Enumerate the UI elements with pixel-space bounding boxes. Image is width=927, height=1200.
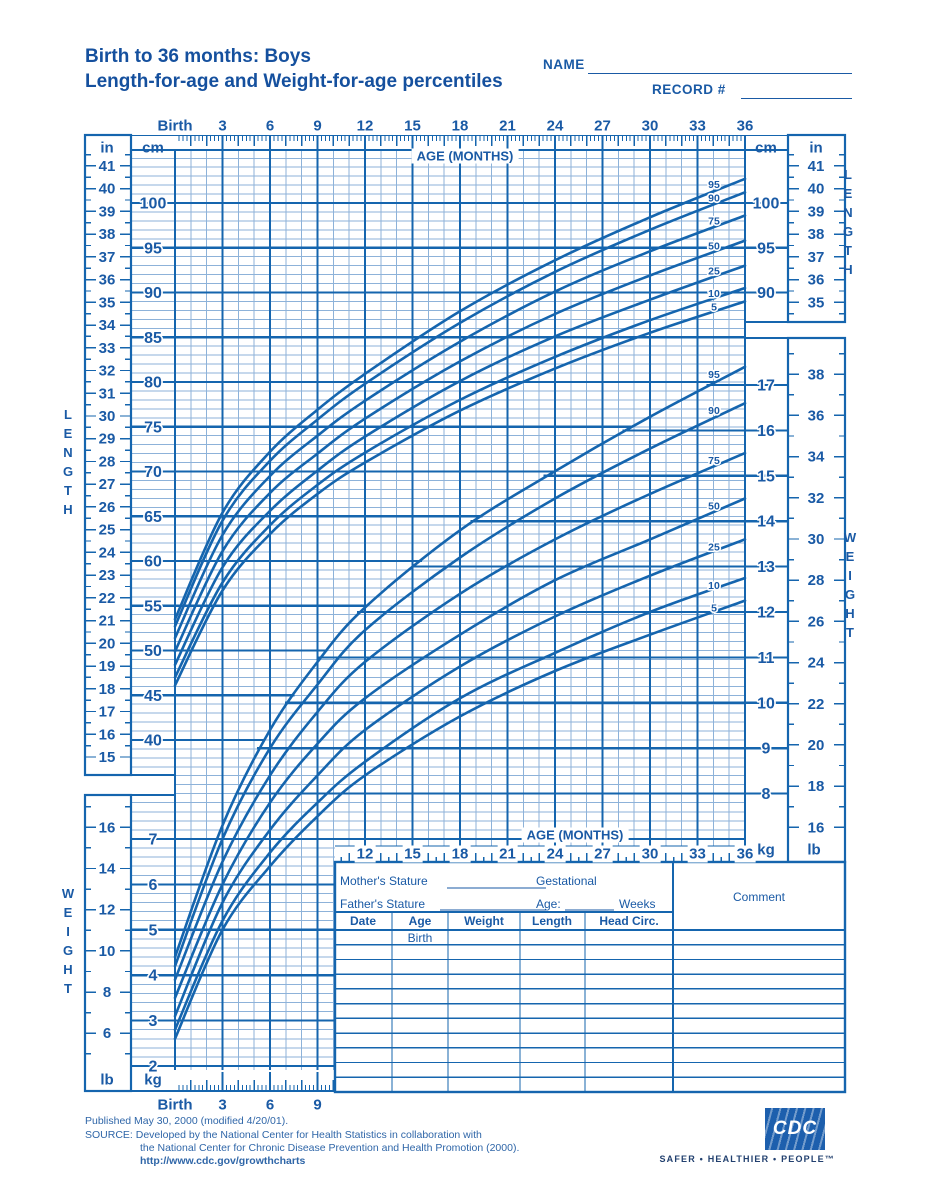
- axis-title-letter: E: [843, 186, 853, 201]
- percentile-label-length-25: 25: [708, 265, 720, 278]
- kg-tick-label: 14: [757, 513, 775, 531]
- in-tick-label: 22: [98, 589, 116, 607]
- axis-title-letter: H: [63, 962, 73, 977]
- in-tick-label: 33: [98, 339, 116, 357]
- cm-tick-label: 95: [757, 240, 775, 258]
- in-tick-label: 38: [98, 226, 116, 244]
- axis-title-letter: E: [63, 905, 73, 920]
- father-stature-label: Father's Stature: [340, 897, 425, 911]
- table-header-age: Age: [408, 914, 432, 928]
- comment-column-label: Comment: [732, 890, 786, 904]
- in-tick-label: 39: [807, 203, 825, 221]
- percentile-label-weight-5: 5: [711, 602, 717, 615]
- in-tick-label: 40: [98, 180, 116, 198]
- in-tick-label: 37: [98, 248, 116, 266]
- kg-tick-label: 16: [757, 422, 775, 440]
- in-tick-label: 27: [98, 476, 116, 494]
- in-tick-label: 40: [807, 180, 825, 198]
- axis-title-letter: I: [66, 924, 70, 939]
- lb-tick-label: 10: [98, 942, 116, 960]
- kg-tick-label: 8: [761, 786, 771, 804]
- age-tick-label-bottom: 3: [218, 1096, 227, 1114]
- cm-tick-label: 75: [144, 419, 162, 437]
- in-tick-label: 35: [98, 294, 116, 312]
- kg-tick-label: 17: [757, 377, 775, 395]
- lb-tick-label: 36: [807, 407, 825, 425]
- length-axis-title-left: [63, 405, 73, 519]
- in-tick-label: 20: [98, 635, 116, 653]
- cm-unit-label-top-right: cm: [755, 139, 777, 157]
- lb-tick-label: 20: [807, 736, 825, 754]
- in-tick-label: 36: [807, 271, 825, 289]
- percentile-label-weight-10: 10: [708, 579, 720, 592]
- lb-tick-label: 34: [807, 448, 825, 466]
- axis-title-letter: E: [845, 549, 855, 564]
- in-tick-label: 17: [98, 703, 116, 721]
- percentile-label-length-50: 50: [708, 240, 720, 253]
- lb-tick-label: 26: [807, 613, 825, 631]
- in-tick-label: 31: [98, 385, 116, 403]
- kg-tick-label: 5: [148, 922, 158, 940]
- cm-tick-label: 45: [144, 687, 162, 705]
- age-tick-label-mid: 12: [356, 845, 374, 863]
- kg-tick-label: 2: [148, 1058, 158, 1076]
- table-header-weight: Weight: [464, 914, 504, 928]
- axis-title-letter: W: [61, 886, 75, 901]
- kg-unit-label-bottom-left: kg: [144, 1071, 162, 1089]
- percentile-label-weight-95: 95: [708, 368, 720, 381]
- age-tick-label-mid: 30: [641, 845, 659, 863]
- axis-title-letter: L: [64, 407, 72, 422]
- age-tick-label-bottom: Birth: [157, 1096, 193, 1114]
- in-tick-label: 25: [98, 521, 116, 539]
- table-first-row-age: Birth: [407, 931, 433, 945]
- age-tick-label-top: 6: [265, 117, 275, 135]
- axis-title-letter: G: [842, 224, 854, 239]
- cm-tick-label: 85: [144, 329, 162, 347]
- in-unit-label-top-left: in: [100, 139, 114, 157]
- cm-tick-label: 100: [752, 195, 780, 213]
- weight-axis-title-right: [844, 528, 856, 642]
- percentile-label-weight-90: 90: [708, 405, 720, 418]
- kg-tick-label: 6: [148, 876, 158, 894]
- in-tick-label: 18: [98, 680, 116, 698]
- in-tick-label: 32: [98, 362, 116, 380]
- age-tick-label-top: 24: [546, 117, 564, 135]
- in-tick-label: 34: [98, 317, 116, 335]
- age-tick-label-top: 33: [689, 117, 706, 135]
- percentile-label-length-95: 95: [708, 178, 720, 191]
- cm-tick-label: 40: [144, 732, 162, 750]
- kg-tick-label: 10: [757, 695, 775, 713]
- in-unit-label-top-right: in: [809, 139, 823, 157]
- cm-tick-label: 90: [144, 285, 162, 302]
- in-tick-label: 21: [98, 612, 116, 630]
- axis-title-letter: T: [846, 625, 854, 640]
- kg-tick-label: 11: [757, 649, 775, 667]
- axis-title-letter: T: [64, 981, 72, 996]
- table-header-date: Date: [349, 914, 377, 928]
- in-tick-label: 16: [98, 726, 116, 744]
- cm-tick-label: 55: [144, 598, 162, 616]
- mother-stature-label: Mother's Stature: [340, 874, 428, 888]
- in-tick-label: 24: [98, 544, 116, 562]
- age-tick-label-mid: 15: [404, 845, 421, 863]
- record-label: RECORD #: [652, 82, 726, 97]
- age-tick-label-bottom: 6: [265, 1096, 275, 1114]
- kg-tick-label: 3: [148, 1013, 158, 1031]
- table-header-length: Length: [532, 914, 572, 928]
- in-tick-label: 30: [98, 408, 116, 426]
- bottom-band-mask: [176, 1072, 334, 1091]
- table-header-head-circ-: Head Circ.: [599, 914, 659, 928]
- axis-title-letter: E: [63, 426, 73, 441]
- percentile-label-length-5: 5: [711, 301, 717, 314]
- axis-title-letter: G: [844, 587, 856, 602]
- age-tick-label-mid: 18: [451, 845, 469, 863]
- kg-tick-label: 12: [757, 604, 775, 622]
- in-tick-label: 38: [807, 226, 825, 244]
- age-tick-label-top: 18: [451, 117, 469, 135]
- cdc-logo: CDC: [765, 1108, 825, 1150]
- in-tick-label: 15: [98, 749, 116, 767]
- cm-tick-label: 70: [144, 464, 162, 481]
- source-note-line2: the National Center for Chronic Disease Prevention and Health Promotion (2000).: [140, 1142, 520, 1154]
- weeks-label: Weeks: [619, 897, 656, 911]
- age-tick-label-mid: 33: [689, 845, 706, 863]
- axis-title-letter: N: [843, 205, 853, 220]
- age-tick-label-top: 27: [594, 117, 611, 135]
- source-note-line1: SOURCE: Developed by the National Center for Health Statistics in collaboration with: [85, 1129, 482, 1141]
- in-tick-label: 26: [98, 498, 116, 516]
- age-tick-label-mid: 24: [546, 845, 564, 863]
- axis-title-letter: I: [848, 568, 852, 583]
- lb-tick-label: 32: [807, 489, 825, 507]
- cm-tick-label: 65: [144, 508, 162, 526]
- lb-tick-label: 18: [807, 778, 825, 796]
- lb-tick-label: 30: [807, 531, 825, 549]
- axis-title-letter: T: [64, 483, 72, 498]
- in-tick-label: 39: [98, 203, 116, 221]
- in-tick-label: 36: [98, 271, 116, 289]
- length-axis-title-right: [843, 165, 853, 279]
- lb-tick-label: 14: [98, 860, 116, 878]
- age-tick-label-bottom: 9: [313, 1096, 322, 1114]
- age-tick-label-top: 21: [499, 117, 516, 135]
- lb-tick-label: 28: [807, 572, 825, 590]
- page-subtitle: Length-for-age and Weight-for-age percentiles: [85, 71, 503, 92]
- axis-title-letter: G: [62, 464, 74, 479]
- lb-unit-label-bottom-left: lb: [100, 1071, 114, 1089]
- kg-tick-label: 13: [757, 559, 775, 577]
- in-tick-label: 23: [98, 567, 116, 585]
- page-title: Birth to 36 months: Boys: [85, 46, 311, 67]
- kg-tick-label: 4: [148, 967, 158, 985]
- age-tick-label-top: 3: [218, 117, 227, 135]
- cdc-tagline: SAFER • HEALTHIER • PEOPLE™: [659, 1154, 835, 1164]
- age-tick-label-top: Birth: [157, 117, 193, 135]
- age-tick-label-top: 12: [356, 117, 374, 135]
- age-tick-label-top: 36: [736, 117, 754, 135]
- weight-axis-title-left: [62, 884, 74, 998]
- cm-tick-label: 50: [144, 643, 162, 660]
- lb-tick-label: 38: [807, 366, 825, 384]
- kg-unit-label-right: kg: [757, 841, 775, 859]
- lb-tick-label: 22: [807, 695, 825, 713]
- cm-tick-label: 100: [139, 195, 167, 213]
- percentile-label-weight-50: 50: [708, 500, 720, 513]
- axis-title-letter: G: [62, 943, 74, 958]
- gestational-age-label: Age:: [536, 897, 561, 911]
- cm-tick-label: 95: [144, 240, 162, 258]
- age-tick-label-top: 15: [404, 117, 421, 135]
- percentile-label-weight-25: 25: [708, 541, 720, 554]
- axis-title-letter: T: [844, 243, 852, 258]
- in-tick-label: 19: [98, 658, 116, 676]
- lb-tick-label: 16: [807, 819, 825, 837]
- age-tick-label-mid: 21: [499, 845, 516, 863]
- kg-tick-label: 7: [148, 831, 158, 849]
- source-url: http://www.cdc.gov/growthcharts: [140, 1155, 306, 1167]
- cm-tick-label: 90: [757, 285, 775, 302]
- axis-title-letter: H: [63, 502, 73, 517]
- name-label: NAME: [543, 57, 585, 72]
- in-tick-label: 35: [807, 294, 825, 312]
- in-tick-label: 29: [98, 430, 116, 448]
- axis-title-letter: L: [844, 167, 852, 182]
- age-tick-label-top: 30: [641, 117, 659, 135]
- age-tick-label-mid: 36: [736, 845, 754, 863]
- age-tick-label-top: 9: [313, 117, 322, 135]
- lb-tick-label: 8: [102, 984, 112, 1002]
- in-tick-label: 41: [98, 157, 116, 175]
- kg-tick-label: 9: [761, 740, 771, 758]
- axis-title-letter: H: [845, 606, 855, 621]
- cm-tick-label: 80: [144, 374, 162, 392]
- lb-tick-label: 16: [98, 819, 116, 837]
- axis-title-letter: H: [843, 262, 853, 277]
- age-tick-label-mid: 27: [594, 845, 611, 863]
- age-months-label-bottom: AGE (MONTHS): [522, 828, 629, 843]
- published-note: Published May 30, 2000 (modified 4/20/01).: [85, 1115, 289, 1127]
- age-months-label-top: AGE (MONTHS): [412, 149, 519, 164]
- kg-tick-label: 15: [757, 468, 775, 486]
- in-tick-label: 28: [98, 453, 116, 471]
- axis-title-letter: W: [843, 530, 857, 545]
- in-tick-label: 37: [807, 248, 825, 266]
- lb-tick-label: 6: [102, 1025, 112, 1043]
- cm-tick-label: 60: [144, 553, 162, 571]
- lb-unit-label-right: lb: [807, 841, 821, 859]
- gestational-label: Gestational: [536, 874, 597, 888]
- lb-tick-label: 12: [98, 901, 116, 919]
- cm-unit-label-top-left: cm: [142, 139, 164, 157]
- percentile-label-length-75: 75: [708, 215, 720, 228]
- axis-title-letter: N: [63, 445, 73, 460]
- lb-tick-label: 24: [807, 654, 825, 672]
- percentile-label-length-90: 90: [708, 192, 720, 205]
- in-tick-label: 41: [807, 157, 825, 175]
- percentile-label-weight-75: 75: [708, 455, 720, 468]
- percentile-label-length-10: 10: [708, 288, 720, 301]
